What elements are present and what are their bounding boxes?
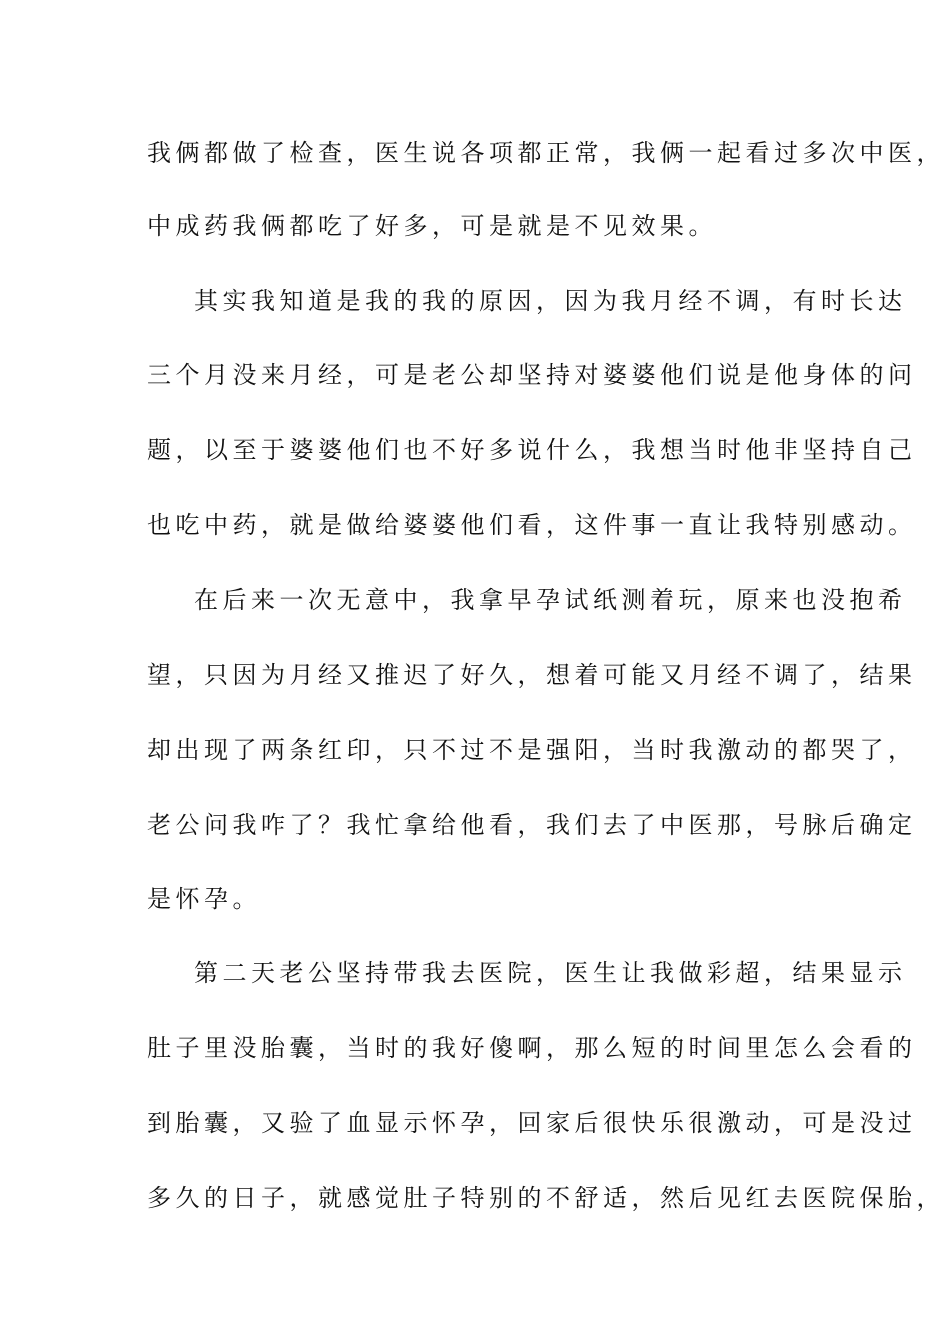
text-line: 老公问我咋了？我忙拿给他看，我们去了中医那，号脉后确定: [147, 811, 917, 839]
text-line: 三个月没来月经，可是老公却坚持对婆婆他们说是他身体的问: [147, 361, 917, 389]
paragraph-first-line: 其实我知道是我的我的原因，因为我月经不调，有时长达: [194, 287, 907, 315]
text-line: 也吃中药，就是做给婆婆他们看，这件事一直让我特别感动。: [147, 511, 917, 539]
text-line: 到胎囊，又验了血显示怀孕，回家后很快乐很激动，可是没过: [147, 1109, 917, 1137]
text-line: 望，只因为月经又推迟了好久，想着可能又月经不调了，结果: [147, 661, 917, 689]
paragraph-first-line: 在后来一次无意中，我拿早孕试纸测着玩，原来也没抱希: [194, 586, 907, 614]
text-line: 我俩都做了检查，医生说各项都正常，我俩一起看过多次中医，: [147, 139, 945, 167]
paragraph-first-line: 第二天老公坚持带我去医院，医生让我做彩超，结果显示: [194, 959, 907, 987]
text-line: 肚子里没胎囊，当时的我好傻啊，那么短的时间里怎么会看的: [147, 1034, 917, 1062]
text-line: 却出现了两条红印，只不过不是强阳，当时我激动的都哭了，: [147, 736, 917, 764]
text-line: 题，以至于婆婆他们也不好多说什么，我想当时他非坚持自己: [147, 436, 917, 464]
text-line: 多久的日子，就感觉肚子特别的不舒适，然后见红去医院保胎，: [147, 1184, 945, 1212]
text-line: 是怀孕。: [147, 885, 261, 913]
text-line: 中成药我俩都吃了好多，可是就是不见效果。: [147, 212, 717, 240]
